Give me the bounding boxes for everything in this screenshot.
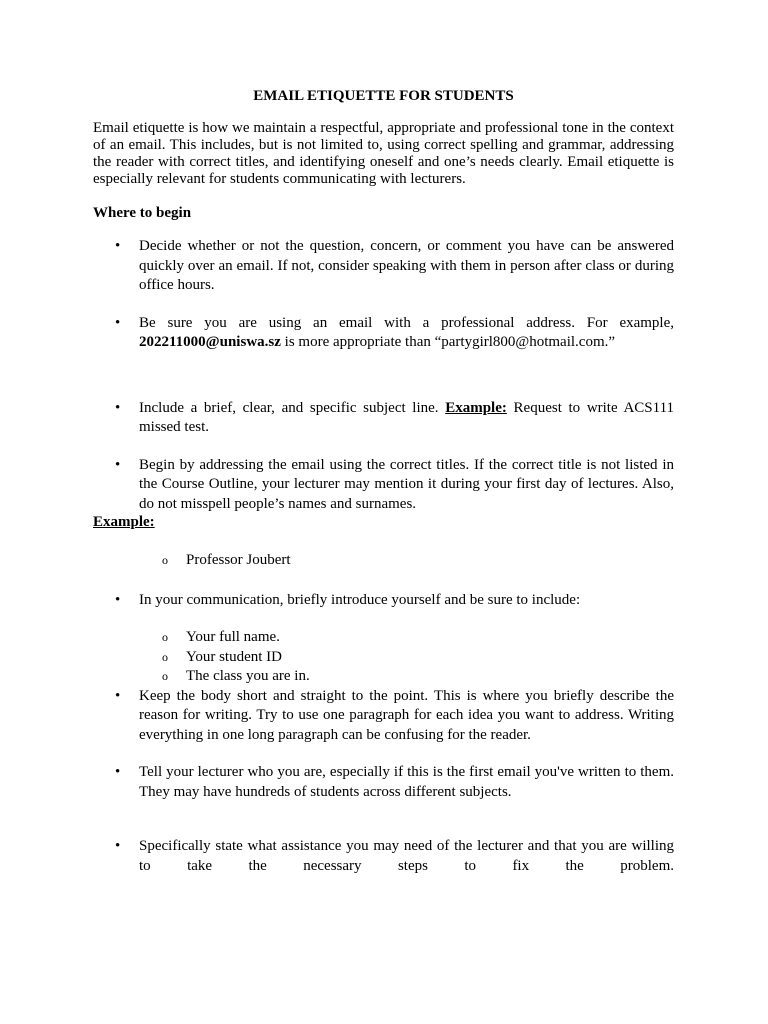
bullet-mark: •: [115, 687, 121, 704]
bullet-text: is more appropriate than “partygirl800@hotmail.com.”: [284, 334, 616, 350]
document-title: EMAIL ETIQUETTE FOR STUDENTS: [253, 88, 514, 104]
bullet-text: Be sure you are using an email with a professional address. For example,: [139, 314, 674, 331]
bullet-text: Begin by addressing the email using the correct titles. If the correct title is not listed in the Course Outline, your lecturer may mention it during your first day of lectures. Also, do not misspell people’s names and surnames.: [139, 456, 674, 512]
bullet-mark: •: [115, 238, 121, 254]
bullet-item: [93, 314, 674, 353]
sub-bullet-mark: o: [162, 553, 168, 567]
sub-item-text: Professor Joubert: [186, 552, 291, 568]
sub-item: [93, 667, 674, 687]
bullet-mark: •: [115, 591, 121, 608]
bullet-item: [93, 763, 674, 802]
example-heading: Example:: [93, 514, 155, 530]
bullet-item: [93, 456, 674, 515]
sub-item: [93, 648, 674, 668]
bullet-item: [93, 399, 674, 438]
bullet-text: Decide whether or not the question, concern, or comment you have can be answered quickly over an email. If not, consider speaking with them in person after class or during office hours.: [139, 238, 674, 293]
bullet-text: Include a brief, clear, and specific subject line.: [139, 399, 439, 416]
sub-item-text: Your full name.: [186, 629, 280, 645]
intro-paragraph: Email etiquette is how we maintain a respectful, appropriate and professional tone in the context of an email. This includes, but is not limited to, using correct spelling and grammar, addressing the reader with correct titles, and identifying oneself and one’s needs clearly. Email etiquette is especially relevant for students communicating with lecturers.: [93, 120, 674, 187]
sub-bullet-mark: o: [162, 630, 168, 644]
example-email-address: 202211000@uniswa.sz: [139, 334, 281, 350]
example-sub-item: [93, 551, 674, 571]
sub-item-text: Your student ID: [186, 648, 282, 665]
sub-item: [93, 628, 674, 648]
sub-bullet-mark: o: [162, 669, 168, 683]
bullet-mark: •: [115, 456, 121, 473]
sub-bullet-mark: o: [162, 649, 168, 664]
bullet-text: Specifically state what assistance you may need of the lecturer and that you are willing to take the necessary steps to fix the problem.: [139, 838, 674, 874]
sub-item-text: The class you are in.: [186, 668, 310, 684]
bullet-item: [93, 837, 674, 876]
bullet-mark: •: [115, 314, 121, 331]
bullet-item: [93, 687, 674, 746]
bullet-item: [93, 237, 674, 296]
example-label: Example:: [445, 399, 507, 416]
bullet-item: [93, 591, 674, 611]
bullet-text: Tell your lecturer who you are, especially if this is the first email you've written to them. They may have hundreds of students across different subjects.: [139, 764, 674, 800]
section-heading: Where to begin: [93, 205, 192, 221]
bullet-mark: •: [115, 399, 121, 416]
bullet-text: Request to write ACS111 missed test.: [139, 399, 675, 435]
bullet-mark: •: [115, 838, 121, 854]
bullet-text: In your communication, briefly introduce yourself and be sure to include:: [139, 591, 581, 608]
bullet-text: Keep the body short and straight to the point. This is where you briefly describe the reason for writing. Try to use one paragraph for each idea you want to address. Writing everything in one long paragraph can be confusing for the reader.: [139, 687, 674, 743]
bullet-mark: •: [115, 764, 121, 780]
